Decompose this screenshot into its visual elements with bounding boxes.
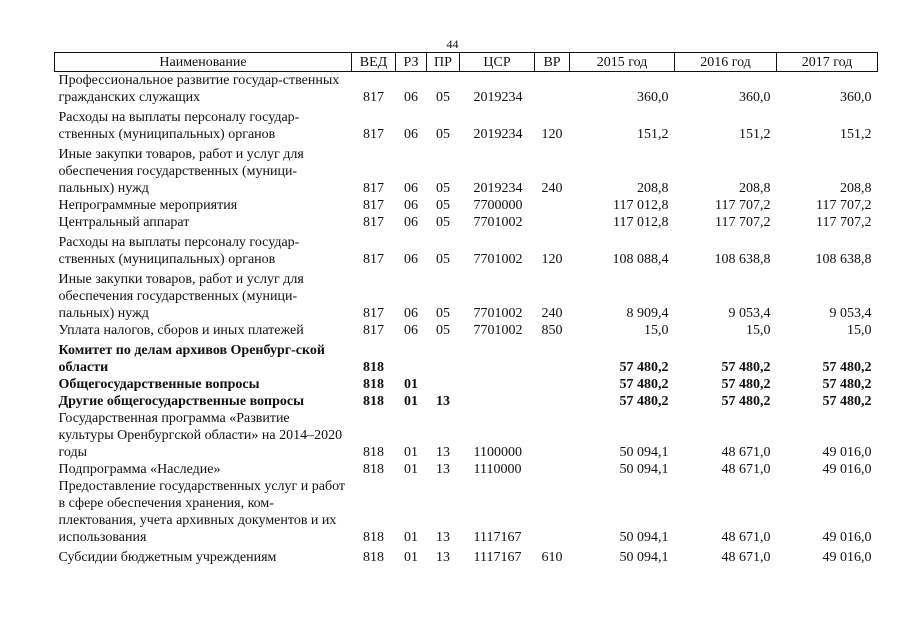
- row-ved: 818: [363, 550, 384, 565]
- row-2015: 57 480,2: [619, 394, 669, 409]
- row-2016: 117 707,2: [715, 215, 771, 230]
- row-csr: 7701002: [473, 323, 523, 338]
- row-vr: 120: [541, 252, 563, 267]
- row-pr: 05: [436, 306, 450, 321]
- header-name: Наименование: [55, 53, 352, 72]
- row-vr: [535, 393, 570, 410]
- row-vr: [535, 410, 570, 461]
- row-2017: 117 707,2: [816, 198, 872, 213]
- row-rz: 06: [404, 90, 418, 105]
- row-2016: 57 480,2: [721, 377, 771, 392]
- row-2015: 15,0: [644, 323, 669, 338]
- row-csr: [460, 339, 535, 376]
- row-rz: 06: [404, 306, 418, 321]
- table-row: [55, 478, 878, 546]
- row-name: Иные закупки товаров, работ и услуг для обеспечения государственных (муници-пальных) нужд: [58, 272, 304, 321]
- row-vr: [535, 72, 570, 107]
- row-rz: 06: [404, 181, 418, 196]
- header-row: [55, 53, 878, 72]
- row-2015: 50 094,1: [619, 530, 669, 545]
- row-vr: [535, 461, 570, 478]
- row-vr: [535, 376, 570, 393]
- row-rz: 06: [404, 127, 418, 142]
- row-2017: 57 480,2: [822, 360, 872, 375]
- row-ved: 818: [363, 530, 384, 545]
- row-csr: 1117167: [473, 530, 522, 545]
- row-2016: 48 671,0: [721, 445, 771, 460]
- row-2017: 151,2: [840, 127, 872, 142]
- row-ved: 818: [363, 394, 384, 409]
- row-pr: 13: [436, 530, 450, 545]
- row-vr: 850: [541, 323, 563, 338]
- row-vr: 610: [541, 550, 563, 565]
- row-csr: 7701002: [473, 215, 523, 230]
- row-2016: 57 480,2: [721, 394, 771, 409]
- row-2017: 108 638,8: [815, 252, 872, 267]
- row-2015: 360,0: [637, 90, 669, 105]
- row-pr: 05: [436, 252, 450, 267]
- row-pr: 05: [436, 215, 450, 230]
- row-csr: [460, 376, 535, 393]
- row-2016: 151,2: [739, 127, 771, 142]
- header-2017: 2017 год: [777, 53, 878, 72]
- row-rz: 01: [404, 394, 418, 409]
- row-2015: 117 012,8: [613, 198, 669, 213]
- header-pr: ПР: [427, 53, 460, 72]
- table-row: [55, 393, 878, 410]
- row-csr: 7701002: [473, 306, 523, 321]
- row-2016: 208,8: [739, 181, 771, 196]
- row-2016: 48 671,0: [721, 530, 771, 545]
- row-ved: 817: [363, 127, 384, 142]
- table-row: [55, 339, 878, 376]
- row-rz: 01: [404, 445, 418, 460]
- row-2015: 57 480,2: [619, 377, 669, 392]
- table-row: [55, 214, 878, 231]
- row-pr: [427, 339, 460, 376]
- row-pr: [427, 376, 460, 393]
- row-pr: 05: [436, 90, 450, 105]
- row-2017: 57 480,2: [822, 377, 872, 392]
- row-name: Непрограммные мероприятия: [58, 198, 238, 213]
- row-name: Государственная программа «Развитие культуры Оренбургской области» на 2014–2020 годы: [58, 411, 343, 460]
- row-name: Иные закупки товаров, работ и услуг для обеспечения государственных (муници-пальных) нужд: [58, 147, 304, 196]
- table-header: [55, 53, 878, 72]
- row-csr: [460, 393, 535, 410]
- header-ved: ВЕД: [352, 53, 396, 72]
- table-row: [55, 546, 878, 566]
- row-ved: 818: [363, 462, 384, 477]
- table-body: [55, 72, 878, 567]
- row-name: Другие общегосударственные вопросы: [58, 394, 305, 409]
- row-vr: 120: [541, 127, 563, 142]
- header-rz: РЗ: [396, 53, 427, 72]
- row-vr: 240: [541, 306, 563, 321]
- row-2017: 49 016,0: [822, 550, 872, 565]
- row-pr: 13: [436, 550, 450, 565]
- table-row: [55, 410, 878, 461]
- row-2016: 57 480,2: [721, 360, 771, 375]
- row-2017: 15,0: [847, 323, 872, 338]
- row-ved: 817: [363, 306, 384, 321]
- row-2017: 9 053,4: [829, 306, 872, 321]
- row-2016: 9 053,4: [728, 306, 771, 321]
- row-2017: 49 016,0: [822, 462, 872, 477]
- row-2016: 48 671,0: [721, 550, 771, 565]
- row-rz: 01: [404, 462, 418, 477]
- row-2016: 48 671,0: [721, 462, 771, 477]
- row-ved: 817: [363, 181, 384, 196]
- row-name: Общегосударственные вопросы: [58, 377, 260, 392]
- row-pr: 13: [436, 394, 450, 409]
- row-name: Уплата налогов, сборов и иных платежей: [58, 323, 304, 338]
- row-name: Расходы на выплаты персоналу государ-ственных (муниципальных) органов: [58, 110, 300, 142]
- row-name: Подпрограмма «Наследие»: [58, 462, 221, 477]
- row-csr: 2019234: [473, 127, 523, 142]
- row-2015: 57 480,2: [619, 360, 669, 375]
- row-pr: 05: [436, 323, 450, 338]
- row-rz: [396, 339, 427, 376]
- row-csr: 1117167: [473, 550, 522, 565]
- row-rz: 01: [404, 550, 418, 565]
- row-ved: 817: [363, 215, 384, 230]
- row-csr: 1110000: [473, 462, 522, 477]
- budget-table: [54, 52, 878, 566]
- row-rz: 06: [404, 198, 418, 213]
- row-rz: 06: [404, 323, 418, 338]
- page-number: 44: [446, 37, 459, 51]
- row-2015: 50 094,1: [619, 445, 669, 460]
- header-2016: 2016 год: [675, 53, 777, 72]
- row-name: Субсидии бюджетным учреждениям: [58, 550, 277, 565]
- row-2016: 108 638,8: [714, 252, 771, 267]
- row-ved: 818: [363, 445, 384, 460]
- row-csr: 2019234: [473, 181, 523, 196]
- row-2016: 15,0: [746, 323, 771, 338]
- row-ved: 817: [363, 198, 384, 213]
- row-ved: 817: [363, 252, 384, 267]
- table-row: [55, 461, 878, 478]
- table-row: [55, 322, 878, 339]
- row-2017: 49 016,0: [822, 445, 872, 460]
- row-2017: 208,8: [840, 181, 872, 196]
- row-2015: 50 094,1: [619, 462, 669, 477]
- table-row: [55, 106, 878, 143]
- row-2017: 117 707,2: [816, 215, 872, 230]
- row-pr: 05: [436, 198, 450, 213]
- row-name: Профессиональное развитие государ-ственных гражданских служащих: [58, 73, 340, 105]
- row-2015: 208,8: [637, 181, 669, 196]
- row-2015: 50 094,1: [619, 550, 669, 565]
- row-ved: 818: [363, 360, 384, 375]
- row-name: Предоставление государственных услуг и работ в сфере обеспечения хранения, ком-плектования, учета архивных документов и их использования: [58, 479, 346, 545]
- row-2015: 151,2: [637, 127, 669, 142]
- row-pr: 13: [436, 445, 450, 460]
- row-vr: 240: [541, 181, 563, 196]
- row-rz: 06: [404, 252, 418, 267]
- row-ved: 817: [363, 90, 384, 105]
- row-2016: 117 707,2: [715, 198, 771, 213]
- table-row: [55, 197, 878, 214]
- row-2017: 360,0: [840, 90, 872, 105]
- table-row: [55, 72, 878, 107]
- header-csr: ЦСР: [460, 53, 535, 72]
- table-row: [55, 143, 878, 197]
- table-row: [55, 231, 878, 268]
- row-ved: 817: [363, 323, 384, 338]
- row-csr: 7700000: [473, 198, 523, 213]
- header-vr: ВР: [535, 53, 570, 72]
- row-pr: 13: [436, 462, 450, 477]
- row-name: Комитет по делам архивов Оренбург-ской области: [58, 343, 325, 375]
- row-vr: [535, 478, 570, 546]
- row-name: Расходы на выплаты персоналу государ-ственных (муниципальных) органов: [58, 235, 300, 267]
- row-rz: 06: [404, 215, 418, 230]
- row-pr: 05: [436, 127, 450, 142]
- row-csr: 2019234: [473, 90, 523, 105]
- row-ved: 818: [363, 377, 384, 392]
- row-pr: 05: [436, 181, 450, 196]
- table-row: [55, 376, 878, 393]
- table-row: [55, 268, 878, 322]
- row-vr: [535, 214, 570, 231]
- row-2015: 117 012,8: [613, 215, 669, 230]
- row-2016: 360,0: [739, 90, 771, 105]
- row-csr: 1100000: [473, 445, 522, 460]
- header-2015: 2015 год: [570, 53, 675, 72]
- row-2017: 49 016,0: [822, 530, 872, 545]
- row-csr: 7701002: [473, 252, 523, 267]
- row-rz: 01: [404, 377, 418, 392]
- row-vr: [535, 339, 570, 376]
- row-2017: 57 480,2: [822, 394, 872, 409]
- row-name: Центральный аппарат: [58, 215, 190, 230]
- row-vr: [535, 197, 570, 214]
- row-rz: 01: [404, 530, 418, 545]
- row-2015: 8 909,4: [626, 306, 669, 321]
- row-2015: 108 088,4: [612, 252, 669, 267]
